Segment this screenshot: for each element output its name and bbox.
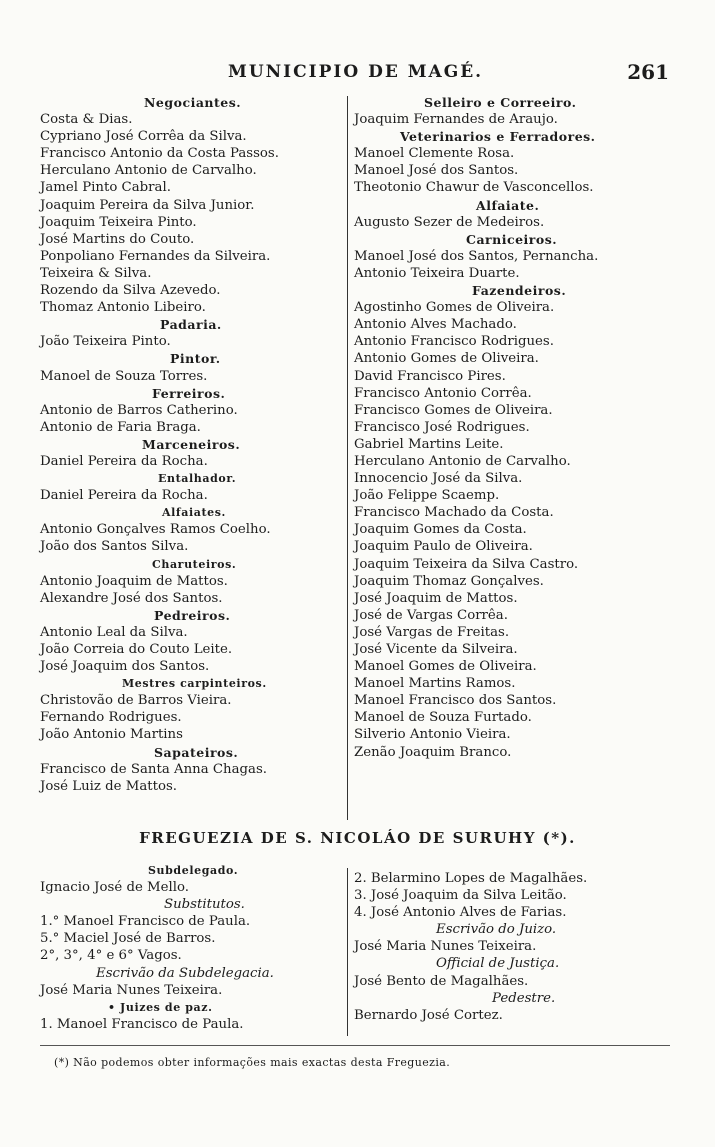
pedestre-heading: Pedestre.	[492, 990, 556, 1006]
selleiro-entry: Joaquim Fernandes de Araujo.	[354, 112, 558, 128]
freguezia-right	[354, 870, 674, 1024]
substitutos-heading: Substitutos.	[164, 897, 245, 913]
alfaiate-heading: Alfaiate.	[476, 197, 540, 213]
negociantes-entry: Rozendo da Silva Azevedo.	[40, 283, 221, 299]
charuteiros-entry: Alexandre José dos Santos.	[40, 590, 223, 606]
footnote-rule	[40, 1045, 670, 1046]
fazendeiros-entry: João Felippe Scaemp.	[354, 488, 500, 504]
carniceiros-heading: Carniceiros.	[466, 231, 558, 247]
negociantes-entry: Teixeira & Silva.	[40, 265, 152, 281]
fazendeiros-entry: José de Vargas Corrêa.	[354, 607, 508, 623]
negociantes-entry: Herculano Antonio de Carvalho.	[40, 163, 257, 179]
escrivao-juizo-heading: Escrivão do Juizo.	[436, 922, 557, 938]
negociantes-heading: Negociantes.	[144, 95, 242, 110]
pintor-entry: Manoel de Souza Torres.	[40, 368, 208, 384]
mestres-entry: Christovão de Barros Vieira.	[40, 693, 232, 709]
negociantes-entry: Joaquim Pereira da Silva Junior.	[40, 197, 255, 213]
alfaiate-entry: Augusto Sezer de Medeiros.	[354, 214, 545, 230]
fazendeiros-entry: Francisco José Rodrigues.	[354, 419, 530, 435]
carniceiros-entry: Manoel José dos Santos, Pernancha.	[354, 248, 599, 264]
fazendeiros-entry: Francisco Machado da Costa.	[354, 505, 554, 521]
charuteiros-heading: Charuteiros.	[152, 557, 237, 571]
fazendeiros-entry: Manoel Francisco dos Santos.	[354, 693, 557, 709]
official-justica-heading: Official de Justiça.	[436, 956, 560, 972]
freguezia-title: FREGUEZIA DE S. NICOLÁO DE SURUHY (*).	[139, 829, 576, 847]
alfaiates-heading: Alfaiates.	[162, 506, 226, 520]
veterinarios-entry: Manoel Clemente Rosa.	[354, 146, 515, 162]
fazendeiros-entry: Herculano Antonio de Carvalho.	[354, 453, 571, 469]
veterinarios-heading: Veterinarios e Ferradores.	[400, 129, 596, 145]
substituto-entry: 2°, 3°, 4° e 6° Vagos.	[40, 948, 182, 964]
fazendeiros-entry: Manoel Martins Ramos.	[354, 676, 516, 692]
juiz-entry: 4. José Antonio Alves de Farias.	[354, 905, 567, 921]
running-header	[0, 60, 715, 90]
ferreiros-entry: Antonio de Faria Braga.	[40, 419, 201, 435]
alfaiates-entry: João dos Santos Silva.	[40, 539, 189, 555]
mestres-heading: Mestres carpinteiros.	[122, 677, 267, 691]
juiz-entry: 1. Manoel Francisco de Paula.	[40, 1016, 244, 1032]
fazendeiros-entry: Francisco Gomes de Oliveira.	[354, 402, 553, 418]
marceneiros-entry: Daniel Pereira da Rocha.	[40, 453, 208, 469]
selleiro-heading: Selleiro e Correeiro.	[424, 95, 577, 110]
escrivao-subdelegacia-name: José Maria Nunes Teixeira.	[40, 982, 223, 998]
marceneiros-heading: Marceneiros.	[142, 436, 241, 452]
negociantes-entry: Costa & Dias.	[40, 112, 133, 128]
sapateiros-entry: Francisco de Santa Anna Chagas.	[40, 761, 268, 777]
subdelegado-name: Ignacio José de Mello.	[40, 880, 190, 896]
negociantes-entry: Joaquim Teixeira Pinto.	[40, 214, 197, 230]
fazendeiros-entry: Joaquim Thomaz Gonçalves.	[354, 573, 544, 589]
juiz-entry: 2. Belarmino Lopes de Magalhães.	[354, 871, 588, 886]
entalhador-heading: Entalhador.	[158, 472, 237, 486]
veterinarios-entry: Manoel José dos Santos.	[354, 163, 519, 179]
fazendeiros-entry: David Francisco Pires.	[354, 368, 506, 384]
fazendeiros-entry: Gabriel Martins Leite.	[354, 436, 504, 452]
column-divider	[347, 96, 348, 820]
mestres-entry: Fernando Rodrigues.	[40, 710, 182, 726]
fazendeiros-entry: Antonio Gomes de Oliveira.	[354, 351, 539, 367]
pintor-heading: Pintor.	[170, 351, 221, 367]
fazendeiros-heading: Fazendeiros.	[472, 283, 567, 299]
fazendeiros-entry: Manoel Gomes de Oliveira.	[354, 659, 537, 675]
page-number: 261	[627, 60, 669, 84]
fazendeiros-entry: Manoel de Souza Furtado.	[354, 710, 532, 726]
ferreiros-entry: Antonio de Barros Catherino.	[40, 402, 238, 418]
left-column	[40, 94, 340, 795]
mestres-entry: João Antonio Martins	[40, 727, 183, 743]
page-title: MUNICIPIO DE MAGÉ.	[228, 62, 484, 82]
fazendeiros-entry: José Vargas de Freitas.	[354, 624, 510, 640]
fazendeiros-entry: Joaquim Teixeira da Silva Castro.	[354, 556, 579, 572]
pedreiros-entry: João Correia do Couto Leite.	[40, 642, 233, 657]
sapateiros-heading: Sapateiros.	[154, 744, 239, 760]
ferreiros-heading: Ferreiros.	[152, 385, 226, 401]
fazendeiros-entry: Francisco Antonio Corrêa.	[354, 385, 532, 401]
footnote: (*) Não podemos obter informações mais exactas desta Freguezia.	[54, 1056, 451, 1069]
negociantes-entry: Francisco Antonio da Costa Passos.	[40, 146, 279, 162]
juiz-entry: 3. José Joaquim da Silva Leitão.	[354, 888, 567, 904]
fazendeiros-entry: Zenão Joaquim Branco.	[354, 744, 512, 760]
alfaiates-entry: Antonio Gonçalves Ramos Coelho.	[40, 522, 271, 538]
negociantes-entry: Thomaz Antonio Libeiro.	[40, 300, 206, 316]
charuteiros-entry: Antonio Joaquim de Mattos.	[40, 573, 228, 589]
fazendeiros-entry: Innocencio José da Silva.	[354, 471, 523, 487]
padaria-heading: Padaria.	[160, 317, 222, 333]
fazendeiros-entry: Antonio Alves Machado.	[354, 317, 517, 333]
pedreiros-entry: Antonio Leal da Silva.	[40, 624, 188, 640]
escrivao-juizo-name: José Maria Nunes Teixeira.	[354, 939, 537, 955]
column-divider	[347, 868, 348, 1036]
fazendeiros-entry: Joaquim Paulo de Oliveira.	[354, 539, 533, 555]
right-column	[354, 94, 674, 761]
negociantes-entry: Ponpoliano Fernandes da Silveira.	[40, 248, 271, 264]
veterinarios-entry: Theotonio Chawur de Vasconcellos.	[354, 180, 594, 196]
carniceiros-entry: Antonio Teixeira Duarte.	[354, 265, 520, 281]
freguezia-left	[40, 862, 340, 1033]
subdelegado-heading: Subdelegado.	[148, 864, 239, 877]
fazendeiros-entry: Joaquim Gomes da Costa.	[354, 522, 527, 538]
negociantes-entry: Jamel Pinto Cabral.	[40, 180, 171, 196]
fazendeiros-entry: Agostinho Gomes de Oliveira.	[354, 300, 555, 316]
fazendeiros-entry: José Joaquim de Mattos.	[354, 590, 518, 606]
substituto-entry: 5.° Maciel José de Barros.	[40, 931, 216, 947]
escrivao-subdelegacia-heading: Escrivão da Subdelegacia.	[96, 965, 274, 981]
fazendeiros-entry: Silverio Antonio Vieira.	[354, 727, 511, 743]
fazendeiros-entry: José Vicente da Silveira.	[354, 642, 518, 657]
fazendeiros-entry: Antonio Francisco Rodrigues.	[354, 334, 554, 350]
sapateiros-entry: José Luiz de Mattos.	[40, 778, 178, 794]
pedreiros-entry: José Joaquim dos Santos.	[40, 659, 210, 675]
juizes-heading: • Juizes de paz.	[108, 1000, 213, 1014]
negociantes-entry: José Martins do Couto.	[40, 231, 195, 247]
padaria-entry: João Teixeira Pinto.	[40, 334, 171, 350]
pedestre-name: Bernardo José Cortez.	[354, 1007, 503, 1023]
negociantes-entry: Cypriano José Corrêa da Silva.	[40, 129, 247, 145]
substituto-entry: 1.° Manoel Francisco de Paula.	[40, 914, 251, 930]
pedreiros-heading: Pedreiros.	[154, 607, 231, 623]
entalhador-entry: Daniel Pereira da Rocha.	[40, 488, 208, 504]
official-justica-name: José Bento de Magalhães.	[354, 973, 529, 989]
